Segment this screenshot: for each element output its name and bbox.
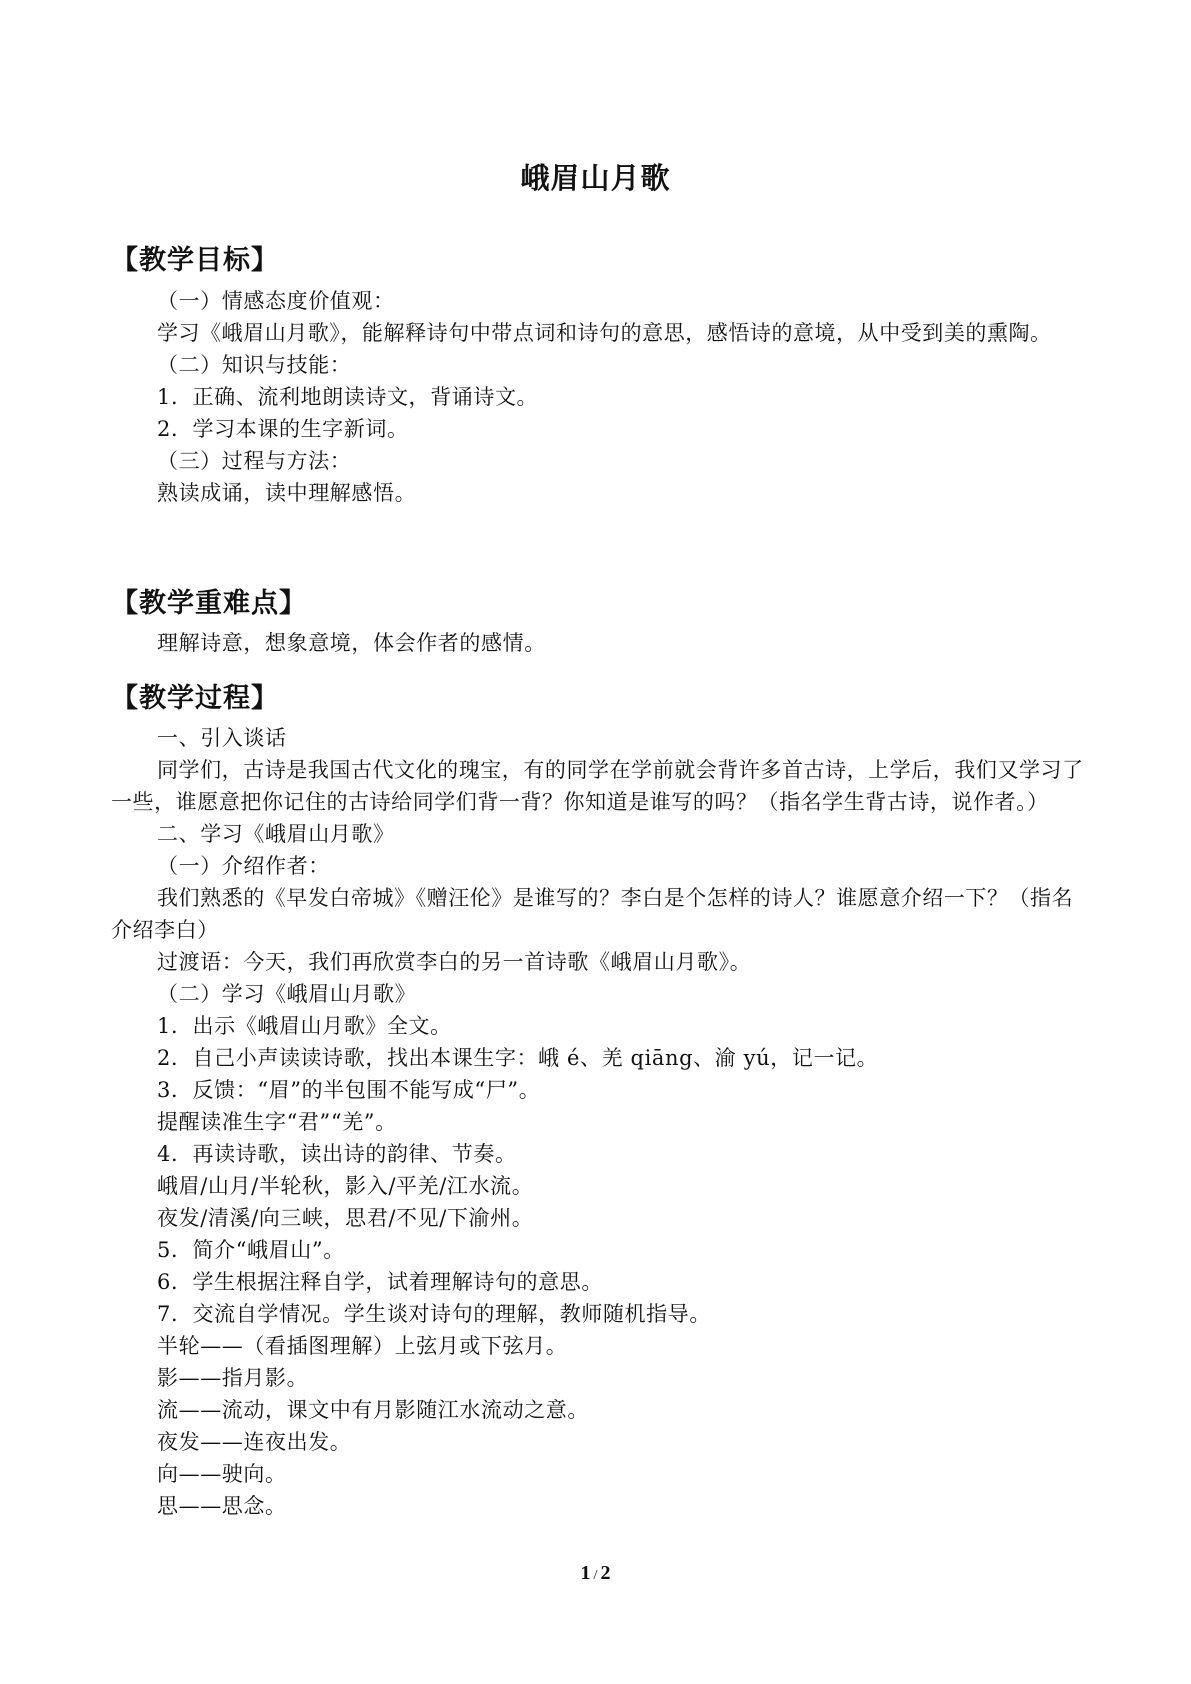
heading-key-points: 【教学重难点】 [111,588,307,619]
process-line: （二）学习《峨眉山月歌》 [157,982,417,1006]
process-line: 3．反馈：“眉”的半包围不能写成“尸”。 [157,1078,541,1102]
process-line: 7．交流自学情况。学生谈对诗句的理解，教师随机指导。 [157,1302,711,1326]
process-line: 一、引入谈话 [157,726,287,750]
process-section [111,722,1085,1522]
page-number [0,1562,1191,1585]
objectives-section [111,285,1085,509]
heading-process: 【教学过程】 [111,683,279,714]
current-page: 1 [580,1562,591,1584]
objective-line: （二）知识与技能： [157,353,352,377]
objective-line: 学习《峨眉山月歌》，能解释诗句中带点词和诗句的意思，感悟诗的意境，从中受到美的熏陶。 [157,321,1052,345]
key-point-line: 理解诗意，想象意境，体会作者的感情。 [157,631,546,655]
process-line: 4．再读诗歌，读出诗的韵律、节奏。 [157,1142,517,1166]
objective-line: （三）过程与方法： [157,449,352,473]
page-title: 峨眉山月歌 [520,161,671,195]
process-line: 5．简介“峨眉山”。 [157,1238,345,1262]
gloss-line: 夜发——连夜出发。 [157,1430,352,1454]
process-line: 过渡语：今天，我们再欣赏李白的另一首诗歌《峨眉山月歌》。 [157,950,752,974]
gloss-line: 半轮——（看插图理解）上弦月或下弦月。 [157,1334,568,1358]
gloss-line: 流——流动，课文中有月影随江水流动之意。 [157,1398,589,1422]
process-line: 提醒读准生字“君”“羌”。 [157,1110,397,1134]
total-pages: 2 [600,1562,611,1584]
poem-line: 夜发/清溪/向三峡，思君/不见/下渝州。 [157,1206,534,1230]
process-line: 6．学生根据注释自学，试着理解诗句的意思。 [157,1270,603,1294]
objective-line: （一）情感态度价值观： [157,289,395,313]
process-line: 二、学习《峨眉山月歌》 [157,822,395,846]
process-line: 我们熟悉的《早发白帝城》《赠汪伦》是谁写的？李白是个怎样的诗人？谁愿意介绍一下？（指名介绍李白） [111,886,1074,942]
poem-line: 峨眉/山月/半轮秋，影入/平羌/江水流。 [157,1174,534,1198]
process-line: 1．出示《峨眉山月歌》全文。 [157,1014,452,1038]
heading-objectives: 【教学目标】 [111,245,279,276]
objective-line: 1．正确、流利地朗读诗文，背诵诗文。 [157,385,539,409]
process-line: （一）介绍作者： [157,854,330,878]
gloss-line: 向——驶向。 [157,1462,287,1486]
gloss-line: 思——思念。 [157,1494,287,1518]
gloss-line: 影——指月影。 [157,1366,309,1390]
page-separator: / [593,1568,598,1583]
key-points-section [111,627,1085,659]
process-line: 同学们，古诗是我国古代文化的瑰宝，有的同学在学前就会背许多首古诗，上学后，我们又学习了一些，谁愿意把你记住的古诗给同学们背一背？你知道是谁写的吗？（指名学生背古诗，说作者。） [111,758,1084,814]
objective-line: 熟读成诵，读中理解感悟。 [157,481,417,505]
process-line: 2．自己小声读读诗歌，找出本课生字：峨 é、羌 qiāng、渝 yú，记一记。 [157,1046,879,1070]
objective-line: 2．学习本课的生字新词。 [157,417,409,441]
